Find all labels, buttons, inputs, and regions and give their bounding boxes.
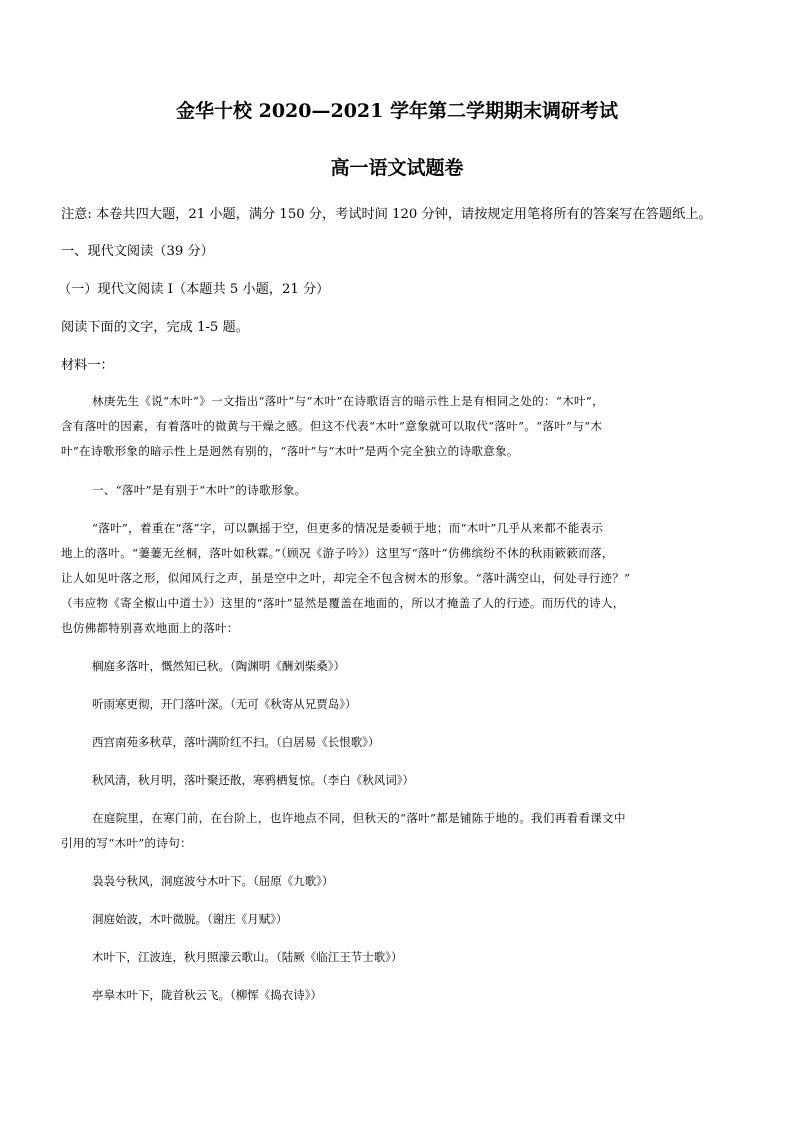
paragraph-line: 叶”在诗歌形象的暗示性上是迥然有别的，“落叶”与“木叶”是两个完全独立的诗歌意象。: [61, 444, 519, 458]
material-label: 材料一：: [61, 358, 114, 373]
poem-line: 木叶下，江波连，秋月照濛云歌山。（陆厥《临江王节士歌》）: [92, 950, 403, 964]
exam-notice: 注意: 本卷共四大题，21 小题，满分 150 分，考试时间 120 分钟，请按规定用笔将所有的答案写在答题纸上。: [61, 207, 712, 222]
paragraph-line: 地上的落叶。“萋萋无丝桐，落叶如秋霖。”（顾况《游子吟》）这里写“落叶”仿佛缤纷不休的秋雨簌簌而落，: [61, 546, 614, 560]
poem-line: 洞庭始波，木叶微脱。（谢庄《月赋》）: [92, 912, 288, 926]
paragraph-line: 引用的写“木叶”的诗句：: [61, 836, 192, 850]
poem-line: 亭皋木叶下，陇首秋云飞。（柳恽《捣衣诗》）: [92, 988, 322, 1002]
reading-instruction: 阅读下面的文字，完成 1-5 题。: [61, 320, 249, 335]
poem-line: 听雨寒更彻，开门落叶深。（无可《秋寄从兄贾岛》）: [92, 697, 357, 711]
paragraph-line: “落叶”，着重在“落”字，可以飘摇于空，但更多的情况是委顿于地；而“木叶”几乎从来都不能表示: [92, 521, 604, 535]
exam-subtitle: 高一语文试题卷: [330, 157, 464, 179]
poem-line: 袅袅兮秋风，洞庭波兮木叶下。（屈原《九歌》）: [92, 874, 334, 888]
exam-title: 金华十校 2020—2021 学年第二学期期末调研考试: [176, 100, 618, 122]
subsection-heading: （一）现代文阅读 I（本题共 5 小题，21 分）: [58, 282, 330, 297]
paragraph-line: 也仿佛都特别喜欢地面上的落叶：: [61, 621, 239, 635]
poem-line: 秋风清，秋月明，落叶聚还散，寒鸦栖复惊。（李白《秋风词》）: [92, 773, 414, 787]
paragraph-line: 让人如见叶落之形，似闻风行之声，虽是空中之叶，却完全不包含树木的形象。“落叶满空山，何处寻行迹？”: [61, 571, 631, 585]
section-heading: 一、现代文阅读（39 分）: [61, 244, 214, 259]
poem-line: 榈庭多落叶，慨然知已秋。（陶渊明《酬刘柴桑》）: [92, 659, 345, 673]
poem-line: 西宫南苑多秋草，落叶满阶红不扫。（白居易《长恨歌》）: [92, 735, 380, 749]
paragraph-line: 含有落叶的因素，有着落叶的微黄与干燥之感。但这不代表“木叶”意象就可以取代“落叶”。“落叶”与“木: [61, 419, 603, 433]
paragraph-line: 在庭院里，在寒门前，在台阶上，也许地点不同，但秋天的“落叶”都是铺陈于地的。我们再看看课文中: [92, 811, 626, 825]
paragraph-line: 林庚先生《说“木叶”》一文指出“落叶”与“木叶”在诗歌语言的暗示性上是有相同之处的：“木叶”，: [92, 394, 604, 408]
paragraph-line: （韦应物《寄全椒山中道士》）这里的“落叶”显然是覆盖在地面的，所以才掩盖了人的行迹。而历代的诗人，: [61, 596, 625, 610]
paragraph-heading: 一、“落叶”是有别于“木叶”的诗歌形象。: [92, 483, 307, 497]
